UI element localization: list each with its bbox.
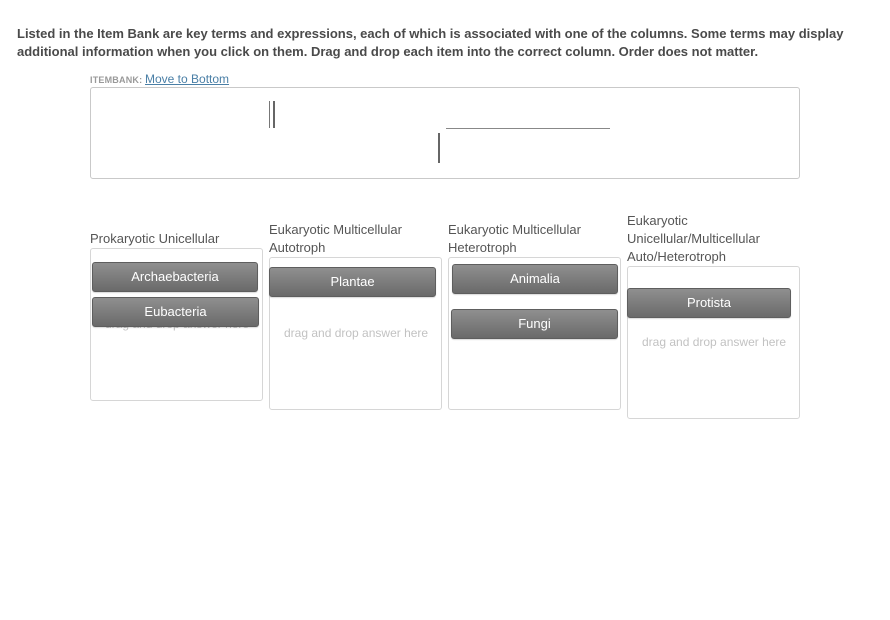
column-header-eukaryotic-multicellular-autotroph: Eukaryotic Multicellular Autotroph (269, 222, 402, 255)
item-eubacteria[interactable]: Eubacteria (92, 297, 259, 327)
instructions-text: Listed in the Item Bank are key terms and expressions, each of which is associated with one of the columns. Some terms may display additional information when you click on them. Drag and drop each item into the correct column. Order does not matter. (17, 26, 844, 59)
item-animalia[interactable]: Animalia (452, 264, 618, 294)
item-fungi[interactable]: Fungi (451, 309, 618, 339)
item-bank[interactable] (90, 87, 800, 179)
bank-divider (269, 101, 270, 128)
bank-divider (273, 101, 275, 128)
item-archaebacteria[interactable]: Archaebacteria (92, 262, 258, 292)
dropzone-placeholder: drag and drop answer here (642, 335, 787, 349)
itembank-header (90, 72, 229, 86)
item-protista[interactable]: Protista (627, 288, 791, 318)
move-to-bottom-link[interactable]: Move to Bottom (145, 72, 230, 86)
column-header-eukaryotic-multicellular-heterotroph: Eukaryotic Multicellular Heterotroph (448, 222, 581, 255)
item-plantae[interactable]: Plantae (269, 267, 436, 297)
bank-divider (446, 128, 610, 129)
bank-divider (438, 133, 440, 163)
column-header-eukaryotic-unicellular-multicellular: Eukaryotic Unicellular/Multicellular Auto/Heterotroph (627, 213, 760, 264)
itembank-label: ITEMBANK: (90, 75, 143, 85)
dropzone-placeholder: drag and drop answer here (284, 326, 429, 340)
column-header-prokaryotic-unicellular: Prokaryotic Unicellular (90, 231, 220, 246)
